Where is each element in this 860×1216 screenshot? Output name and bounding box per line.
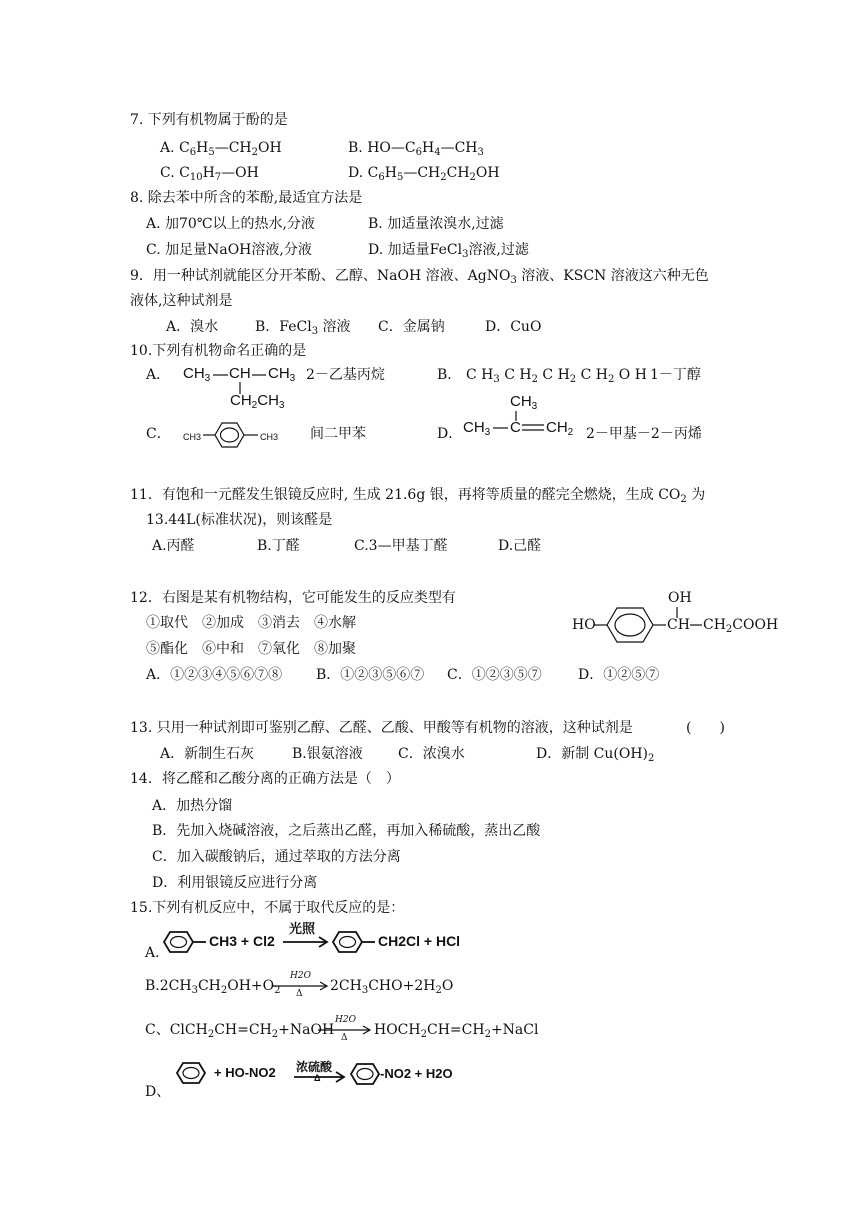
q11-option-a: A.丙醛 (152, 538, 195, 554)
q15-a-product: CH2Cl + HCl (378, 933, 461, 949)
q12-struct-tail: $CH_2COOH$ (703, 617, 779, 635)
q15-option-d-label: D、 (145, 1084, 171, 1100)
q14-option-d: D．利用银镜反应进行分离 (152, 875, 318, 891)
q10-a-ch: CH (229, 365, 251, 382)
q12-options-line1: ①取代 ②加成 ③消去 ④水解 (146, 615, 356, 631)
q15-option-c: C、$ClCH_2CH=CH_2+NaOH$ (145, 1022, 335, 1040)
q12-option-c: C．①②③⑤⑦ (447, 667, 542, 683)
q15-b-product: $2CH_3CHO+2H_2O$ (330, 978, 454, 996)
q11-option-b: B.丁醛 (257, 538, 300, 554)
q11-option-d: D.己醛 (498, 538, 542, 554)
q8-option-d: D. 加适量FeCl$_3$溶液,过滤 (368, 242, 529, 260)
q8-option-a: A. 加70℃以上的热水,分液 (146, 216, 315, 232)
q7-option-c: C. $C_{10}H_7—OH$ (160, 165, 259, 183)
q10-c-ch3-right: CH3 (260, 432, 279, 442)
q12-option-d: D．①②⑤⑦ (578, 667, 660, 683)
q14-option-a: A．加热分馏 (152, 798, 233, 814)
q9-option-d: D．CuO (485, 319, 542, 335)
q12-struct-oh: OH (668, 590, 692, 606)
q12-option-a: A．①②③④⑤⑥⑦⑧ (146, 667, 283, 683)
q12-options-line2: ⑤酯化 ⑥中和 ⑦氧化 ⑧加聚 (146, 641, 356, 657)
q10-b-formula: C $H_3$ C $H_2$ C $H_2$ C $H_2$ O H (466, 367, 647, 385)
q10-a-ethyl: $CH_2CH_3$ (230, 392, 285, 411)
q14-option-b: B．先加入烧碱溶液，之后蒸出乙醛，再加入稀硫酸，蒸出乙酸 (152, 823, 541, 839)
q9-stem-line2: 液体,这种试剂是 (130, 293, 233, 309)
q10-c-ch3-left: CH3 (183, 432, 202, 442)
q14-option-c: C．加入碳酸钠后，通过萃取的方法分离 (152, 849, 401, 865)
q12-option-b: B．①②③⑤⑥⑦ (316, 667, 425, 683)
q10-d-ch3-left: $CH_3$ (463, 419, 491, 438)
q8-option-b: B. 加适量浓溴水,过滤 (368, 216, 504, 232)
q9-option-c: C．金属钠 (378, 319, 445, 335)
q13-option-d: D．新制 $Cu(OH)_2$ (536, 746, 655, 764)
q15-c-cond-bottom: Δ (341, 1033, 348, 1043)
q9-stem-line1: 9．用一种试剂就能区分开苯酚、乙醇、NaOH 溶液、AgNO$_3$ 溶液、KSCN 溶液这六种无色 (130, 268, 709, 286)
q15-a-reactant: CH3 + Cl2 (209, 933, 275, 949)
q15-d-product: -NO2 + H2O (380, 1066, 453, 1081)
q10-option-a-label: A． (146, 367, 171, 383)
q8-stem: 8. 除去苯中所含的苯酚,最适宜方法是 (130, 190, 363, 206)
q13-option-b: B.银氨溶液 (292, 746, 363, 762)
q7-option-a: A. $C_6H_5—CH_2OH$ (160, 140, 282, 158)
q15-d-condition: 浓硫酸 (296, 1060, 333, 1074)
q9-option-a: A．溴水 (166, 319, 219, 335)
q11-option-c: C.3—甲基丁醛 (354, 538, 448, 554)
q10-d-c: C (510, 419, 521, 436)
q10-d-ch3-top: $CH_3$ (510, 393, 538, 412)
q10-a-ch3-right: $CH_3$ (268, 365, 296, 384)
q10-option-b-label: B． (437, 367, 462, 383)
q15-a-condition: 光照 (289, 921, 316, 936)
q7-option-b: B. $HO—C_6H_4—CH_3$ (348, 140, 484, 158)
q8-option-c: C. 加足量NaOH溶液,分液 (146, 242, 312, 258)
q10-b-name: 1－丁醇 (650, 367, 701, 383)
q15-stem: 15.下列有机反应中，不属于取代反应的是： (130, 900, 405, 916)
q12-struct-ho: HO (572, 617, 596, 633)
q10-d-name: 2－甲基－2－丙烯 (586, 426, 702, 442)
q15-c-product: $HOCH_2CH=CH_2+NaCl$ (374, 1022, 539, 1040)
q15-b-cond-bottom: Δ (296, 989, 303, 999)
q15-c-cond-top: H2O (335, 1015, 356, 1025)
q15-option-a-label: A. (145, 945, 160, 961)
q10-option-c-label: C． (146, 426, 171, 442)
q13-option-c: C．浓溴水 (398, 746, 465, 762)
q15-d-reagent: + HO-NO2 (214, 1065, 276, 1080)
q13-option-a: A．新制生石灰 (160, 746, 255, 762)
q10-a-ch3-left: $CH_3$ (183, 365, 211, 384)
q7-stem: 7. 下列有机物属于酚的是 (130, 112, 288, 128)
q9-option-b: B．FeCl$_3$ 溶液 (255, 319, 351, 337)
q11-stem-line2: 13.44L(标准状况)，则该醛是 (146, 512, 333, 528)
q10-stem: 10.下列有机物命名正确的是 (130, 343, 307, 359)
q13-answer-paren: ( ) (686, 720, 725, 736)
q15-d-condition-delta: Δ (314, 1073, 321, 1083)
q10-a-name: 2－乙基丙烷 (306, 367, 385, 383)
q10-d-ch2: $CH_2$ (546, 419, 574, 438)
q12-stem: 12．右图是某有机物结构，它可能发生的反应类型有 (130, 590, 456, 606)
q13-stem: 13. 只用一种试剂即可鉴别乙醇、乙醛、乙酸、甲酸等有机物的溶液，这种试剂是 (130, 720, 633, 736)
q15-b-cond-top: H2O (290, 971, 311, 981)
q11-stem-line1: 11．有饱和一元醛发生银镜反应时, 生成 21.6g 银，再将等质量的醛完全燃烧，生成 $CO_2$ 为 (130, 487, 706, 505)
q7-option-d: D. $C_6H_5—CH_2CH_2OH$ (348, 165, 500, 183)
q15-option-b: $B.2CH_3CH_2OH+O_2$ (145, 978, 281, 996)
q12-struct-ch: CH (667, 617, 690, 633)
q10-c-name: 间二甲苯 (310, 426, 366, 442)
q14-stem: 14．将乙醛和乙酸分离的正确方法是（ ） (130, 771, 400, 787)
q10-option-d-label: D． (437, 426, 463, 442)
